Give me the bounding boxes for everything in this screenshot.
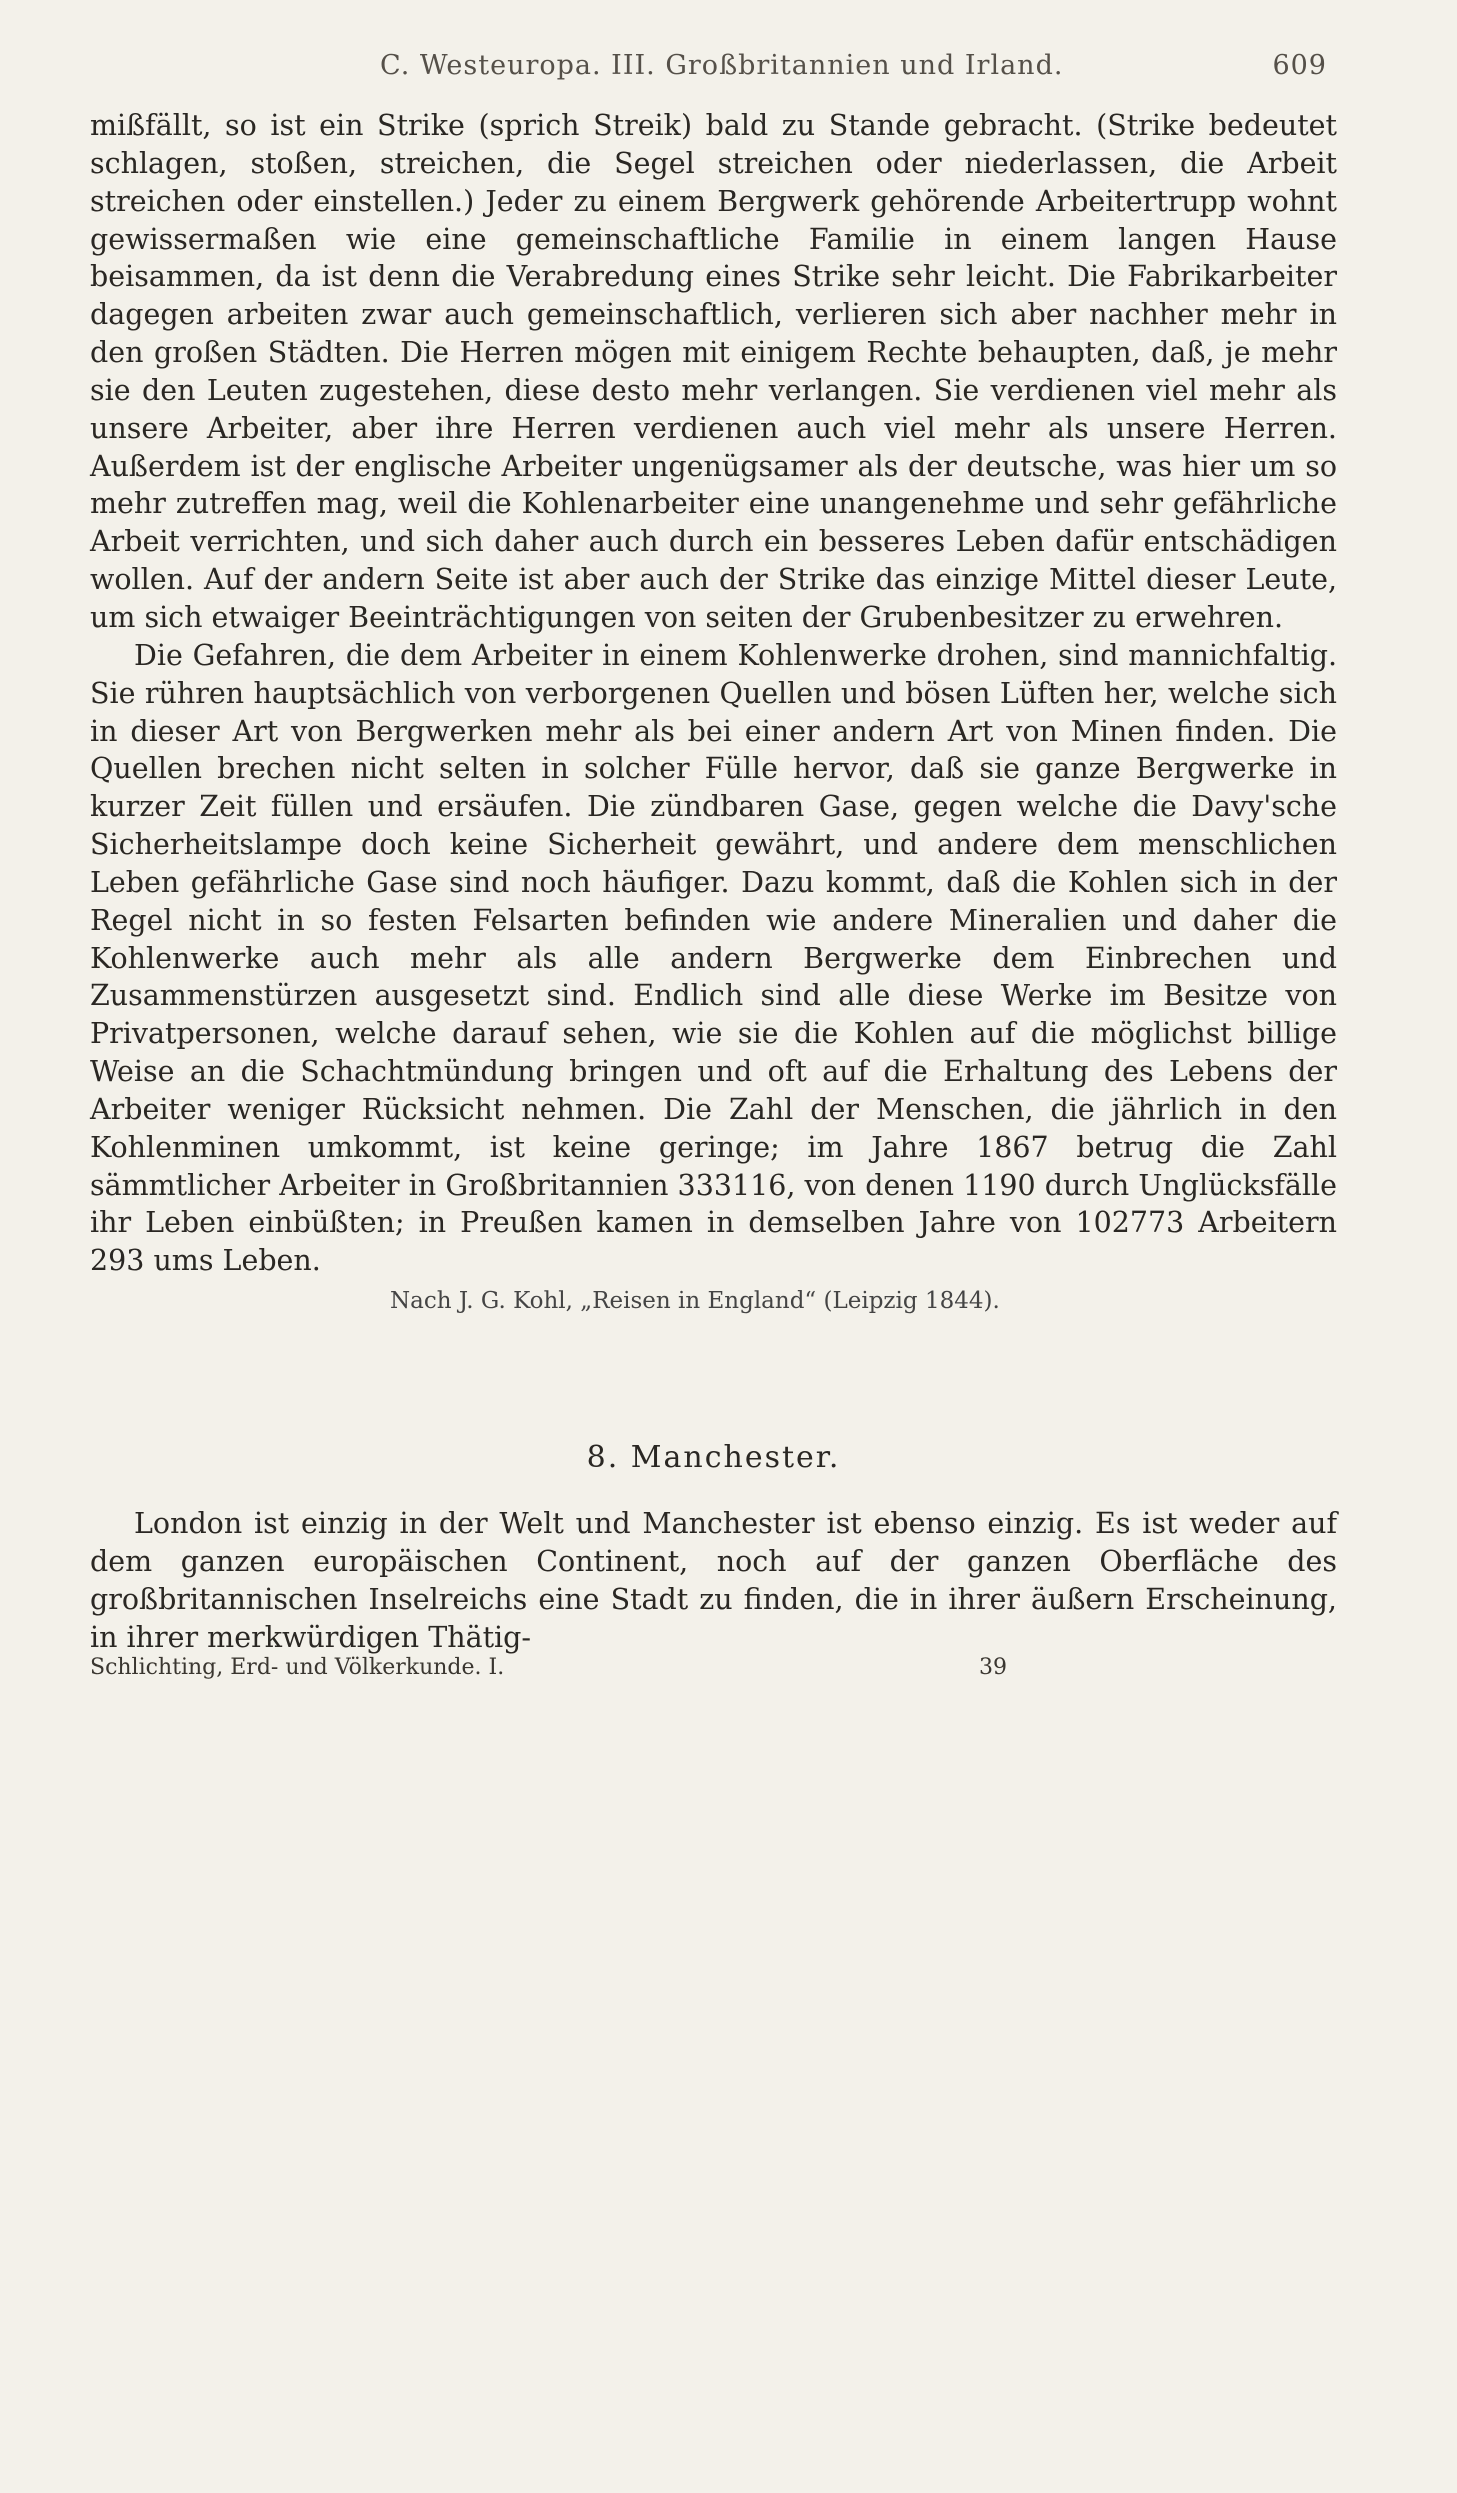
paragraph-manchester: London ist einzig in der Welt und Manchester ist ebenso einzig. Es ist weder auf dem ganzen europäischen Continent, noch auf der ganzen Oberfläche des großbritannischen Inselreichs eine Stadt zu finden, die in ihrer äußern Erscheinung, in ihrer merkwürdigen Thätig-: [90, 1507, 1337, 1654]
body-text: [90, 107, 1337, 1280]
page-number: 609: [1272, 50, 1327, 81]
section-body: [90, 1505, 1337, 1656]
paragraph-dangers: Die Gefahren, die dem Arbeiter in einem Kohlenwerke drohen, sind mannichfaltig. Sie rühren hauptsächlich von verborgenen Quellen und bösen Lüften her, welche sich in dieser Art von Bergwerken mehr als bei einer andern Art von Minen finden. Die Quellen brechen nicht selten in solcher Fülle hervor, daß sie ganze Bergwerke in kurzer Zeit füllen und ersäufen. Die zündbaren Gase, gegen welche die Davy'sche Sicherheitslampe doch keine Sicherheit gewährt, und andere dem menschlichen Leben gefährliche Gase sind noch häufiger. Dazu kommt, daß die Kohlen sich in der Regel nicht in so festen Felsarten befinden wie andere Mineralien und daher die Kohlenwerke auch mehr als alle andern Bergwerke dem Einbrechen und Zusammenstürzen ausgesetzt sind. Endlich sind alle diese Werke im Besitze von Privatpersonen, welche darauf sehen, wie sie die Kohlen auf die möglichst billige Weise an die Schachtmündung bringen und oft auf die Erhaltung des Lebens der Arbeiter weniger Rücksicht nehmen. Die Zahl der Menschen, die jährlich in den Kohlenminen umkommt, ist keine geringe; im Jahre 1867 betrug die Zahl sämmtlicher Arbeiter in Großbritannien 333116, von denen 1190 durch Unglücksfälle ihr Leben einbüßten; in Preußen kamen in demselben Jahre von 102773 Arbeitern 293 ums Leben.: [90, 638, 1337, 1278]
paragraph-strike: mißfällt, so ist ein Strike (sprich Streik) bald zu Stande gebracht. (Strike bedeutet schlagen, stoßen, streichen, die Segel streichen oder niederlassen, die Arbeit streichen oder einstellen.) Jeder zu einem Bergwerk gehörende Arbeitertrupp wohnt gewissermaßen wie eine gemeinschaftliche Familie in einem langen Hause beisammen, da ist denn die Verabredung eines Strike sehr leicht. Die Fabrikarbeiter dagegen arbeiten zwar auch gemeinschaftlich, verlieren sich aber nachher mehr in den großen Städten. Die Herren mögen mit einigem Rechte behaupten, daß, je mehr sie den Leuten zugestehen, diese desto mehr verlangen. Sie verdienen viel mehr als unsere Arbeiter, aber ihre Herren verdienen auch viel mehr als unsere Herren. Außerdem ist der englische Arbeiter ungenügsamer als der deutsche, was hier um so mehr zutreffen mag, weil die Kohlenarbeiter eine unangenehme und sehr gefährliche Arbeit verrichten, und sich daher auch durch ein besseres Leben dafür entschädigen wollen. Auf der andern Seite ist aber auch der Strike das einzige Mittel dieser Leute, um sich etwaiger Beeinträchtigungen von seiten der Grubenbesitzer zu erwehren.: [90, 109, 1337, 634]
running-head: [90, 50, 1337, 81]
source-citation: Nach J. G. Kohl, „Reisen in England“ (Leipzig 1844).: [390, 1288, 1000, 1315]
running-head-title: C. Westeuropa. III. Großbritannien und Irland.: [380, 50, 1064, 81]
footer-signature: 39: [979, 1654, 1007, 1680]
footer-book-title: Schlichting, Erd- und Völkerkunde. I.: [90, 1654, 505, 1680]
page-footer: [90, 1655, 1337, 1680]
section-heading: 8. Manchester.: [586, 1440, 841, 1476]
